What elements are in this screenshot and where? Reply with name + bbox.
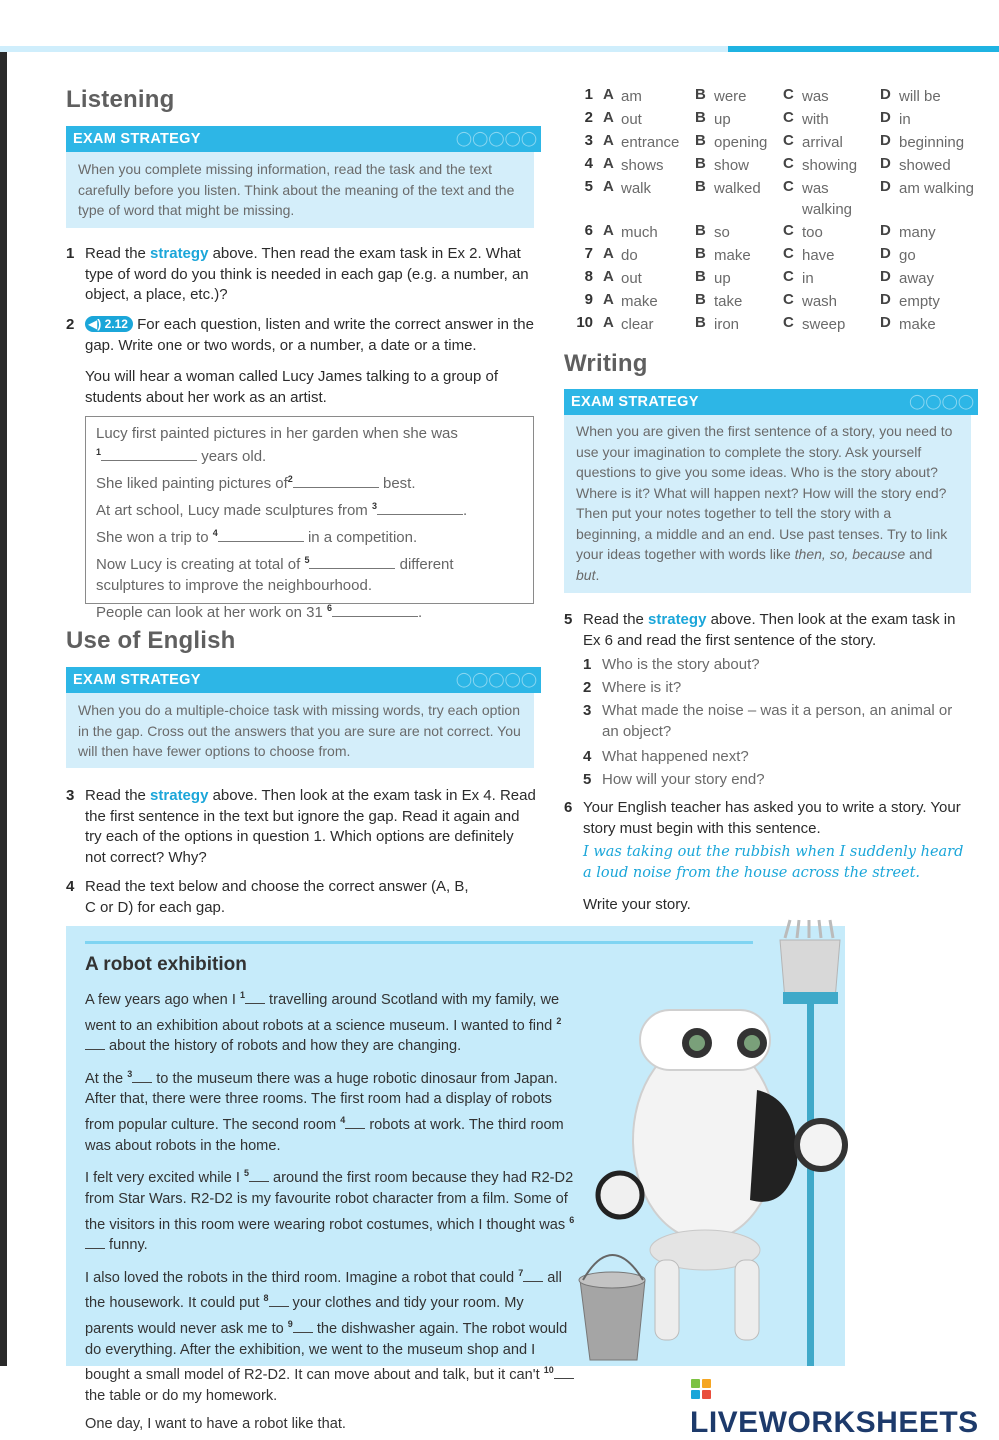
strategy-body: and xyxy=(909,546,933,562)
q-number: 4 xyxy=(583,748,592,765)
option-row xyxy=(575,132,975,154)
option-b[interactable]: so xyxy=(714,224,730,241)
gap-line xyxy=(96,575,523,596)
gap-number: 1 xyxy=(239,990,245,1000)
gap-number: 6 xyxy=(569,1214,575,1225)
gap-number: 2 xyxy=(556,1015,562,1026)
list-item xyxy=(583,676,973,699)
option-letter: B xyxy=(695,222,706,239)
gap-line xyxy=(96,442,523,467)
writing-title: Writing xyxy=(564,350,648,377)
robot-illustration xyxy=(585,930,845,1366)
text-run: to the museum there was a huge robotic dinosaur from Japan. After that, there were three rooms. The first room had a display of robots from popular culture. The second room xyxy=(85,1070,558,1133)
option-letter: C xyxy=(783,86,794,103)
option-d[interactable]: empty xyxy=(899,293,940,310)
gap-8[interactable] xyxy=(269,1295,289,1307)
q-text: Where is it? xyxy=(602,679,682,696)
text-run: travelling around Scotland with my family, we went to an exhibition about robots at a science museum. I wanted to find xyxy=(85,991,560,1034)
option-letter: D xyxy=(880,132,891,149)
q-text: What made the noise – was it a person, an animal or an object? xyxy=(602,702,953,740)
option-d[interactable]: go xyxy=(899,247,916,264)
option-letter: D xyxy=(880,109,891,126)
option-b[interactable]: were xyxy=(714,88,747,105)
bucket xyxy=(579,1255,645,1360)
strategy-label: EXAM STRATEGY xyxy=(73,672,201,688)
option-c[interactable]: wash xyxy=(802,293,838,310)
list-item xyxy=(583,699,973,745)
text-run: the dishwasher again. The robot would do everything. After the exhibition, we went to the museum shop and I bought a small model of R2-D2. It can move about and talk, but it can't xyxy=(85,1320,568,1384)
q-text: How will your story end? xyxy=(602,771,765,788)
q-text: What happened next? xyxy=(602,748,749,765)
ex-text: Read the text below and choose the correct answer (A, B, C or D) for each gap. xyxy=(85,878,469,916)
option-letter: A xyxy=(603,314,614,331)
answer-gap-4[interactable] xyxy=(218,529,304,542)
writing-strategy-bar xyxy=(564,389,978,415)
gap-line xyxy=(96,469,523,494)
option-b[interactable]: make xyxy=(714,247,751,264)
text-run: your clothes and tidy your room. My parents would never ask me to xyxy=(85,1295,524,1337)
option-row xyxy=(575,178,975,218)
option-a[interactable]: entrance xyxy=(621,134,680,151)
gap-fill-box xyxy=(85,416,534,621)
gap-6[interactable] xyxy=(85,1237,105,1249)
answer-gap-3[interactable] xyxy=(377,502,463,515)
uoe-strategy-text: When you do a multiple-choice task with missing words, try each option in the gap. Cross out the answers that you are sure are not correct. You will then have fewer options to choose from. xyxy=(66,693,534,768)
gap-number: 5 xyxy=(304,555,310,565)
strategy-period: . xyxy=(595,566,600,583)
gap-line xyxy=(96,598,523,623)
use-of-english-title: Use of English xyxy=(66,627,236,654)
paragraph xyxy=(85,1163,575,1256)
text-run: funny. xyxy=(105,1237,148,1254)
brand-text: LIVEWORKSHEETS xyxy=(690,1406,979,1439)
exercise-3 xyxy=(66,786,536,868)
strategy-label: EXAM STRATEGY xyxy=(571,394,699,410)
strategy-italic: but xyxy=(576,566,596,583)
option-row xyxy=(575,109,975,131)
uoe-strategy-bar xyxy=(66,667,541,693)
gap-text: . xyxy=(462,502,468,519)
option-a[interactable]: make xyxy=(621,293,658,310)
gap-5[interactable] xyxy=(249,1170,269,1182)
gap-text: . xyxy=(418,604,423,621)
track-number: 2.12 xyxy=(104,317,128,331)
gap-text: She liked painting pictures of xyxy=(96,475,288,492)
option-letter: A xyxy=(603,132,614,149)
option-letter: A xyxy=(603,178,614,195)
option-letter: A xyxy=(603,155,614,172)
option-d[interactable]: many xyxy=(899,224,936,241)
option-c[interactable]: sweep xyxy=(802,316,846,333)
gap-text: different xyxy=(399,556,454,573)
option-letter: C xyxy=(783,132,794,149)
option-b[interactable]: up xyxy=(714,270,731,287)
question-number: 8 xyxy=(584,268,593,285)
decor-circles: ◯ ◯ ◯ ◯ ◯ xyxy=(455,672,535,688)
option-letter: C xyxy=(783,291,794,308)
text-run: all the housework. It could put xyxy=(85,1269,562,1312)
option-a[interactable]: do xyxy=(621,247,638,264)
option-d[interactable]: showed xyxy=(899,157,951,174)
gap-line xyxy=(96,423,523,444)
gap-4[interactable] xyxy=(345,1117,365,1129)
text-run: about the history of robots and how they are changing. xyxy=(105,1038,462,1055)
option-a[interactable]: much xyxy=(621,224,658,241)
option-letter: A xyxy=(603,86,614,103)
story-first-sentence: I was taking out the rubbish when I suddenly heard a loud noise from the house across the street. xyxy=(583,844,964,881)
option-d[interactable]: make xyxy=(899,316,936,333)
option-b[interactable]: up xyxy=(714,111,731,128)
option-letter: B xyxy=(695,245,706,262)
answer-gap-2[interactable] xyxy=(293,475,379,488)
option-c[interactable]: was walking xyxy=(802,180,853,218)
gap-number: 6 xyxy=(326,603,332,613)
reading-title: A robot exhibition xyxy=(85,954,247,975)
gap-text: Lucy first painted pictures in her garden when she was xyxy=(96,425,458,442)
exercise-1 xyxy=(66,244,536,306)
option-c[interactable]: too xyxy=(802,224,823,241)
text-run: around the first room because they had R2-D2 from Star Wars. R2-D2 is my favourite robot character from a film. Some of the visitors in this room were wearing robot costumes, which I thought was xyxy=(85,1170,574,1233)
option-c[interactable]: have xyxy=(802,247,835,264)
text-run: I felt very excited while I xyxy=(85,1170,244,1187)
option-d[interactable]: will be xyxy=(899,88,941,105)
ex-text: For each question, listen and write the correct answer in the gap. Write one or two words, or a number, a date or a time. xyxy=(85,316,534,354)
audio-track-badge[interactable] xyxy=(85,316,133,332)
option-letter: D xyxy=(880,178,891,195)
question-number: 1 xyxy=(584,86,593,103)
option-letter: D xyxy=(880,314,891,331)
listening-intro: You will hear a woman called Lucy James talking to a group of students about her work as an artist. xyxy=(85,368,499,406)
ex-text: above. Then look at the exam task in Ex 4. Read the first sentence in the text but ignore the gap. Read it again and try each of the options in question 1. Which options are definitely not correct? Why? xyxy=(85,787,536,866)
strategy-link: strategy xyxy=(648,611,707,628)
option-letter: C xyxy=(783,155,794,172)
paragraph xyxy=(85,1064,575,1157)
reading-text xyxy=(85,985,575,1432)
gap-2[interactable] xyxy=(85,1038,105,1050)
option-row xyxy=(575,86,975,108)
exercise-number: 3 xyxy=(66,787,75,804)
question-number: 2 xyxy=(584,109,593,126)
list-item xyxy=(583,653,973,676)
question-number: 9 xyxy=(584,291,593,308)
gap-text: years old. xyxy=(201,448,267,465)
gap-text: in a competition. xyxy=(307,529,418,546)
ex-text: above. Then look at the exam task in Ex 6 and read the first sentence of the story. xyxy=(583,611,956,649)
exercise-number: 2 xyxy=(66,316,75,333)
paragraph xyxy=(85,1263,575,1407)
strategy-link: strategy xyxy=(150,245,209,262)
ex5-questions xyxy=(583,653,973,791)
paragraph xyxy=(85,1414,575,1435)
option-a[interactable]: clear xyxy=(621,316,654,333)
exercise-6 xyxy=(564,798,974,839)
text-run: robots at work. The third room was about robots in the home. xyxy=(85,1116,564,1154)
option-letter: D xyxy=(880,86,891,103)
q-number: 5 xyxy=(583,771,592,788)
writing-strategy-text xyxy=(564,415,971,593)
option-letter: C xyxy=(783,178,794,195)
option-letter: C xyxy=(783,268,794,285)
gap-9[interactable] xyxy=(293,1321,313,1333)
exercise-number: 5 xyxy=(564,611,573,628)
option-letter: B xyxy=(695,291,706,308)
option-letter: A xyxy=(603,291,614,308)
gap-line xyxy=(96,496,523,521)
option-b[interactable]: opening xyxy=(714,134,768,151)
ex-text: Read the xyxy=(583,611,649,628)
option-letter: D xyxy=(880,245,891,262)
option-row xyxy=(575,291,975,313)
option-d[interactable]: am walking xyxy=(899,180,975,197)
write-instruction: Write your story. xyxy=(583,896,691,913)
gap-text: People can look at her work on 31 xyxy=(96,604,323,621)
strategy-body: When you are given the first sentence of a story, you need to use your imagination to complete the story. Ask yourself questions to give you some ideas. Who is the story about? Where is it? What will happen next? How will the story end? Then put your notes together to tell the story with a beginning, a middle and an end. Use past tenses. Try to link your ideas together with words like xyxy=(576,423,953,562)
listening-title: Listening xyxy=(66,86,175,113)
gap-1[interactable] xyxy=(245,992,265,1004)
option-letter: A xyxy=(603,222,614,239)
speaker-icon: ◀) xyxy=(88,317,102,331)
option-letter: A xyxy=(603,245,614,262)
logo-squares-icon xyxy=(690,1378,714,1400)
gap-text: At art school, Lucy made sculptures from xyxy=(96,502,368,519)
strategy-italic: then, so, because xyxy=(794,546,906,562)
option-c[interactable]: arrival xyxy=(802,134,843,151)
liveworksheets-logo[interactable] xyxy=(690,1372,999,1440)
gap-number: 4 xyxy=(340,1115,346,1126)
option-a[interactable]: walk xyxy=(621,180,652,197)
gap-line xyxy=(96,550,523,575)
option-letter: D xyxy=(880,291,891,308)
q-number: 3 xyxy=(583,702,592,719)
text-run: One day, I want to have a robot like that. xyxy=(85,1415,346,1432)
gap-text: sculptures to improve the neighbourhood. xyxy=(96,577,373,594)
option-letter: C xyxy=(783,109,794,126)
gap-number: 7 xyxy=(518,1267,524,1278)
gap-line xyxy=(96,523,523,548)
gap-number: 10 xyxy=(543,1365,554,1376)
q-number: 1 xyxy=(583,656,592,673)
strategy-link: strategy xyxy=(150,787,209,804)
option-b[interactable]: take xyxy=(714,293,743,310)
gap-number: 5 xyxy=(243,1168,249,1179)
option-row xyxy=(575,222,975,244)
option-c[interactable]: showing xyxy=(802,157,858,174)
option-a[interactable]: shows xyxy=(621,157,664,174)
answer-gap-1[interactable] xyxy=(101,448,197,461)
text-run: At the xyxy=(85,1070,128,1087)
exercise-number: 4 xyxy=(66,878,75,895)
exercise-2 xyxy=(66,315,536,356)
question-number: 6 xyxy=(584,222,593,239)
option-letter: C xyxy=(783,245,794,262)
gap-number: 4 xyxy=(212,528,218,538)
option-letter: B xyxy=(695,109,706,126)
answer-gap-6[interactable] xyxy=(332,604,418,617)
option-d[interactable]: beginning xyxy=(899,134,965,151)
listening-strategy-text: When you complete missing information, read the task and the text carefully before you listen. Think about the meaning of the text and the type of word that might be missing. xyxy=(66,152,534,228)
gap-text: Now Lucy is creating at total of xyxy=(96,556,301,573)
gap-number: 3 xyxy=(127,1068,133,1079)
option-letter: B xyxy=(695,155,706,172)
option-b[interactable]: show xyxy=(714,157,750,174)
option-letter: B xyxy=(695,132,706,149)
option-d[interactable]: in xyxy=(899,111,911,128)
answer-gap-5[interactable] xyxy=(309,556,395,569)
option-a[interactable]: out xyxy=(621,270,642,287)
gap-number: 2 xyxy=(287,474,293,484)
ex-text: Read the xyxy=(85,245,151,262)
question-number: 7 xyxy=(584,245,593,262)
option-letter: C xyxy=(783,314,794,331)
exercise-number: 6 xyxy=(564,799,573,816)
text-run: A few years ago when I xyxy=(85,991,240,1008)
option-letter: D xyxy=(880,155,891,172)
text-run: I also loved the robots in the third room. Imagine a robot that could xyxy=(85,1269,519,1286)
ex-text: Read the xyxy=(85,787,151,804)
option-row xyxy=(575,245,975,267)
gap-7[interactable] xyxy=(523,1270,543,1282)
question-number: 10 xyxy=(576,314,593,331)
option-letter: C xyxy=(783,222,794,239)
question-number: 4 xyxy=(584,155,593,172)
exercise-number: 1 xyxy=(66,245,75,262)
strategy-label: EXAM STRATEGY xyxy=(73,131,201,147)
list-item xyxy=(583,745,973,768)
option-d[interactable]: away xyxy=(899,270,935,287)
left-edge-bar xyxy=(0,46,7,1366)
list-item xyxy=(583,768,973,791)
gap-10[interactable] xyxy=(554,1367,574,1379)
option-a[interactable]: am xyxy=(621,88,642,105)
option-letter: B xyxy=(695,314,706,331)
option-letter: A xyxy=(603,109,614,126)
gap-text: She won a trip to xyxy=(96,529,209,546)
gap-number: 1 xyxy=(96,447,102,457)
option-b[interactable]: walked xyxy=(714,180,761,197)
question-number: 3 xyxy=(584,132,593,149)
option-c[interactable]: was xyxy=(802,88,829,105)
gap-3[interactable] xyxy=(132,1071,152,1083)
gap-number: 9 xyxy=(287,1319,293,1330)
option-row xyxy=(575,155,975,177)
option-row xyxy=(575,314,975,336)
ex-text: Your English teacher has asked you to write a story. Your story must begin with this sentence. xyxy=(583,799,961,837)
option-letter: B xyxy=(695,86,706,103)
gap-text: best. xyxy=(382,475,416,492)
option-letter: B xyxy=(695,268,706,285)
top-rule-accent xyxy=(728,46,999,52)
option-a[interactable]: out xyxy=(621,111,642,128)
exercise-4 xyxy=(66,877,476,918)
option-b[interactable]: iron xyxy=(714,316,740,333)
listening-strategy-bar xyxy=(66,126,541,152)
text-run: the table or do my homework. xyxy=(85,1387,278,1404)
option-letter: D xyxy=(880,222,891,239)
gap-number: 8 xyxy=(263,1293,269,1304)
question-number: 5 xyxy=(584,178,593,195)
q-number: 2 xyxy=(583,679,592,696)
paragraph xyxy=(85,985,575,1057)
option-c[interactable]: in xyxy=(802,270,814,287)
option-row xyxy=(575,268,975,290)
q-text: Who is the story about? xyxy=(602,656,760,673)
decor-circles: ◯ ◯ ◯ ◯ xyxy=(909,394,972,410)
gap-number: 3 xyxy=(371,501,377,511)
option-letter: B xyxy=(695,178,706,195)
option-letter: D xyxy=(880,268,891,285)
ex-text: above. Then read the exam task in Ex 2. What type of word do you think is needed in each gap (e.g. a number, an object, a place, etc.)? xyxy=(85,245,529,303)
decor-circles: ◯ ◯ ◯ ◯ ◯ xyxy=(455,131,535,147)
exercise-5 xyxy=(564,610,974,651)
option-letter: A xyxy=(603,268,614,285)
option-c[interactable]: with xyxy=(802,111,829,128)
